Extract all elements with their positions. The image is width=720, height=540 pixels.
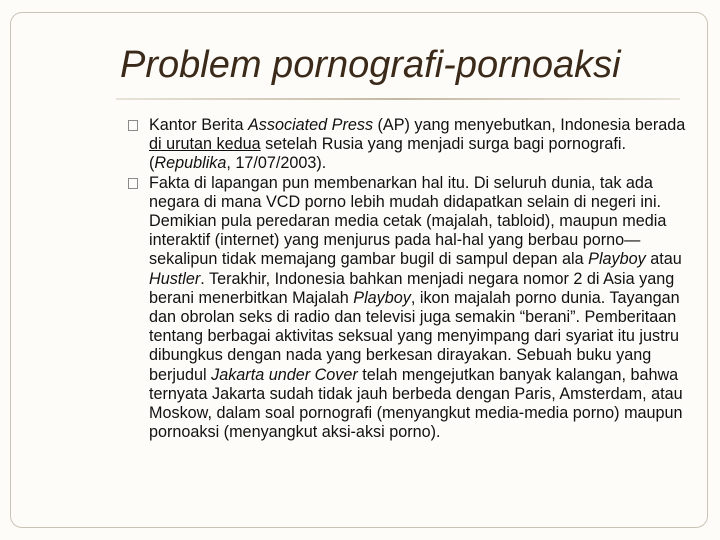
bullet-1-text-4: , 17/07/2003). <box>226 154 327 173</box>
bullet-2-italic-2: Hustler <box>149 269 201 288</box>
bullet-1-text-2: (AP) yang menyebutkan, Indonesia berada <box>373 116 686 134</box>
bullet-list <box>128 116 694 442</box>
bullet-2-text-3: . Terakhir, Indonesia bahkan menjadi negara nomor 2 di Asia yang berani menerbitkan Majalah <box>149 269 675 307</box>
bullet-2-text-1: Fakta di lapangan pun membenarkan hal itu. Di seluruh dunia, tak ada negara di mana VCD porno lebih mudah didapatkan selain di negeri ini. Demikian pula peredaran media cetak (majalah, tabloid), maupun media interaktif (internet) yang menjurus pada hal-hal yang berbau porno—sekalipun tidak memajang gambar bugil di sampul depan ala <box>149 173 667 269</box>
bullet-2-italic-3: Playboy <box>353 288 411 307</box>
bullet-item-1 <box>128 116 694 174</box>
bullet-1-underline-1: di urutan kedua <box>149 135 261 154</box>
bullet-1-text-3: setelah Rusia yang menjadi surga bagi pornografi. ( <box>149 135 626 173</box>
bullet-1-italic-1: Associated Press <box>247 116 374 134</box>
bullet-box-icon <box>128 120 138 131</box>
bullet-2-italic-1: Playboy <box>588 250 646 269</box>
bullet-1-text-1: Kantor Berita <box>149 116 248 134</box>
bullet-item-2 <box>128 174 694 443</box>
bullet-2-text-2: atau <box>645 250 682 269</box>
bullet-2-text-4: , ikon majalah porno dunia. Tayangan dan obrolan seks di radio dan televisi juga semakin “berani”. Pemberitaan tentang berbagai aktivitas seksual yang menyimpang dari syariat itu justru dibungkus dengan nada yang berkesan dirayakan. Sebuah buku yang berjudul <box>149 288 680 384</box>
bullet-2-text-5: telah mengejutkan banyak kalangan, bahwa ternyata Jakarta sudah tidak jauh berbeda dengan Paris, Amsterdam, atau Moskow, dalam soal pornografi (menyangkut media-media porno) maupun pornoaksi (menyangkut aksi-aksi porno). <box>149 365 683 442</box>
bullet-1-italic-2: Republika <box>154 154 227 173</box>
slide-title: Problem pornografi-pornoaksi <box>120 44 621 86</box>
bullet-2-italic-4: Jakarta under Cover <box>211 365 358 384</box>
bullet-box-icon <box>128 178 138 189</box>
title-divider <box>116 98 680 100</box>
